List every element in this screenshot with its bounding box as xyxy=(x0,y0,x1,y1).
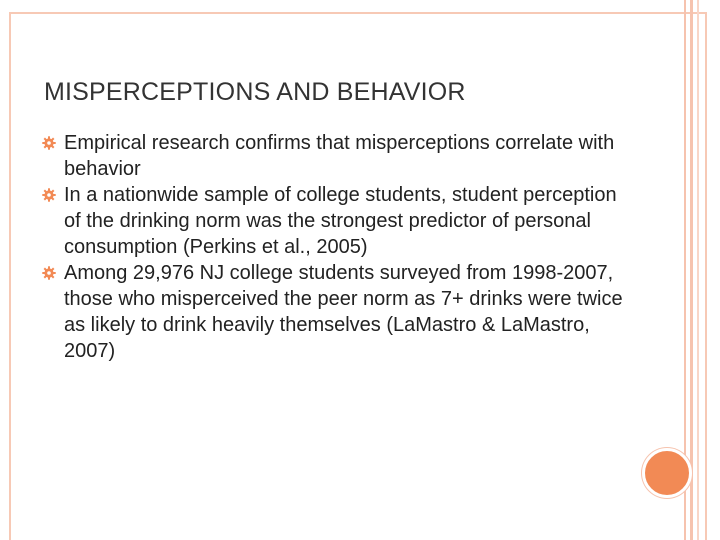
decorative-rule xyxy=(697,0,699,540)
bullet-text: Empirical research confirms that misperceptions correlate with behavior xyxy=(64,132,615,180)
bullet-text: Among 29,976 NJ college students surveyed from 1998-2007, those who misperceived the peer norm as 7+ drinks were twice as likely to drink heavily themselves (LaMastro & LaMastro, 2007) xyxy=(64,262,623,362)
slide-title: MISPERCEPTIONS AND BEHAVIOR xyxy=(44,78,466,106)
bullet-text: In a nationwide sample of college students, student perception of the drinking norm was the strongest predictor of personal consumption (Perkins et al., 2005) xyxy=(64,184,617,258)
decorative-rule xyxy=(690,0,693,540)
decorative-circle xyxy=(642,448,692,498)
bullet-item xyxy=(44,130,634,182)
gear-icon xyxy=(42,188,56,202)
bullet-item xyxy=(44,182,634,260)
bullet-list xyxy=(44,130,634,364)
bullet-item xyxy=(44,260,634,364)
gear-icon xyxy=(42,266,56,280)
gear-icon xyxy=(42,136,56,150)
